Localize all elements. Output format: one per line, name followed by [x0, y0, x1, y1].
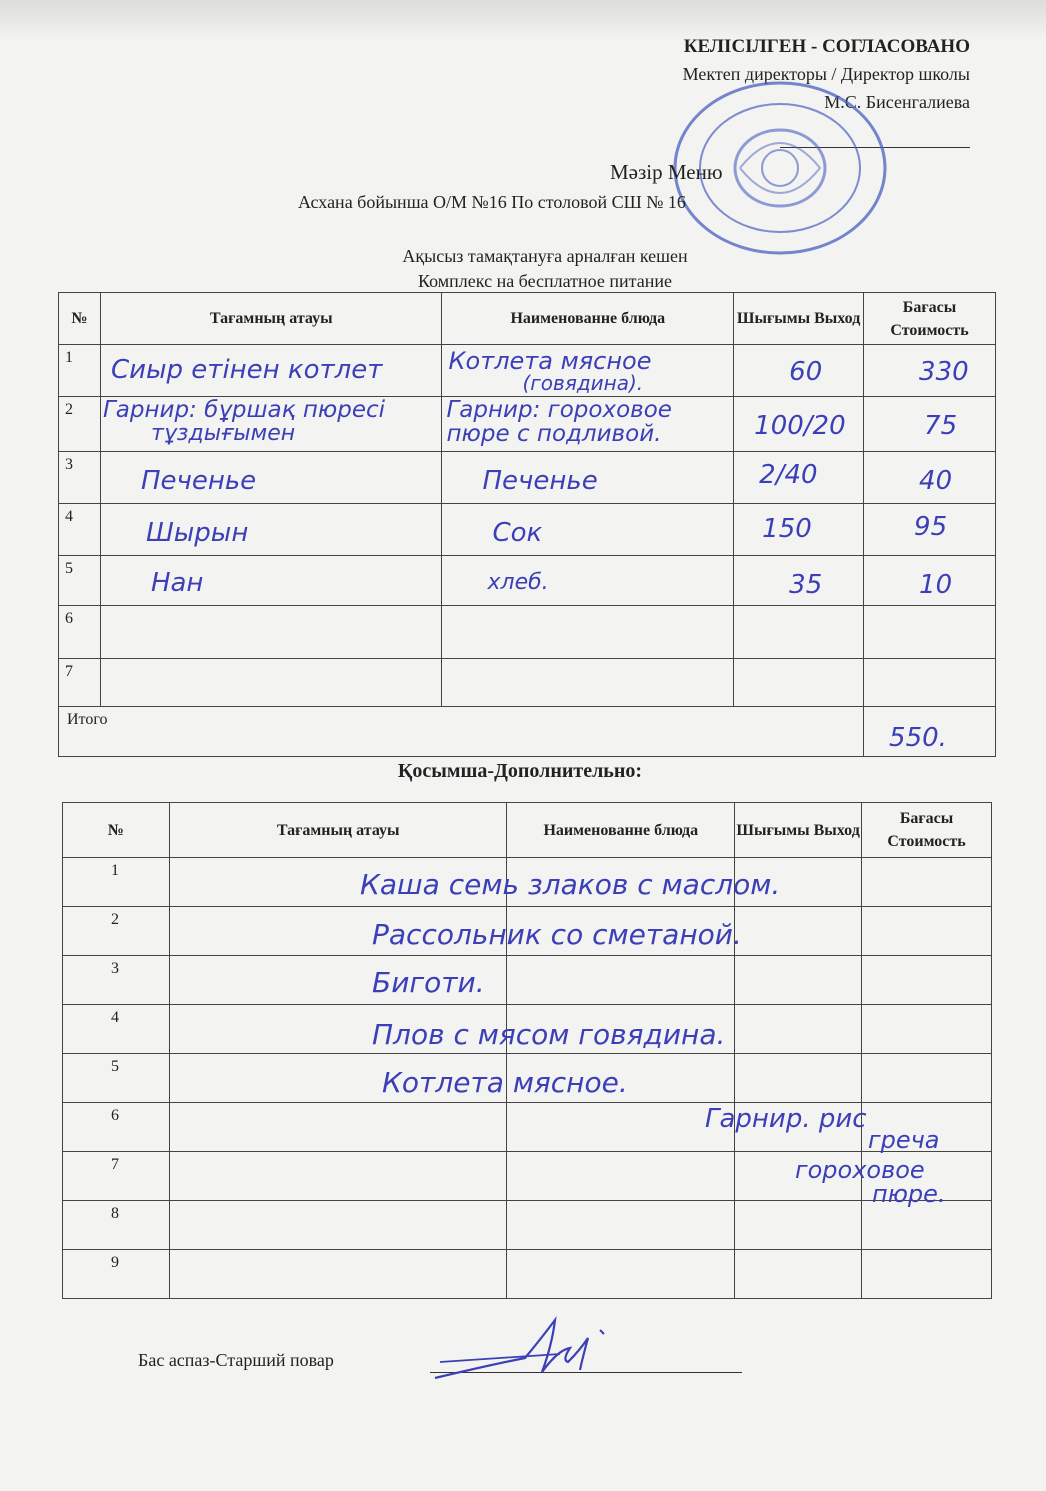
col-cost: Бағасы Стоимость	[862, 803, 992, 858]
handwritten-additional-item: греча	[868, 1126, 940, 1154]
row-number: 3	[63, 956, 170, 1005]
output-value: 2/40	[734, 452, 864, 504]
col-name-kz: Тағамның атауы	[100, 293, 442, 345]
table-row	[59, 606, 996, 659]
output-value: 150	[734, 504, 864, 556]
dish-ru: Гарнир: гороховое пюре с подливой.	[442, 397, 734, 452]
handwritten-additional-item: Каша семь злаков с маслом.	[360, 868, 781, 901]
row-number: 7	[59, 659, 101, 707]
table-row	[59, 659, 996, 707]
total-value: 550.	[864, 707, 996, 757]
output-value: 60	[734, 345, 864, 397]
cost-value: 330	[864, 345, 996, 397]
cost-value: 75	[864, 397, 996, 452]
row-number: 4	[59, 504, 101, 556]
total-row	[59, 707, 996, 757]
menu-table-header	[59, 293, 996, 345]
dish-kz: Печенье	[100, 452, 442, 504]
row-number: 1	[59, 345, 101, 397]
row-number: 8	[63, 1201, 170, 1250]
col-number: №	[63, 803, 170, 858]
handwritten-additional-item: Котлета мясное.	[382, 1066, 628, 1099]
col-number: №	[59, 293, 101, 345]
approval-name: М.С. Бисенгалиева	[824, 92, 970, 112]
cost-value	[864, 659, 996, 707]
total-label: Итого	[59, 707, 864, 757]
row-number: 2	[59, 397, 101, 452]
approval-title: КЕЛІСІЛГЕН - СОГЛАСОВАНО	[683, 36, 970, 57]
col-name-ru: Наименованне блюда	[442, 293, 734, 345]
output-value	[734, 606, 864, 659]
row-number: 1	[63, 858, 170, 907]
dish-ru	[442, 606, 734, 659]
table-row	[59, 345, 996, 397]
row-number: 7	[63, 1152, 170, 1201]
dish-ru	[442, 659, 734, 707]
dish-ru: Сок	[442, 504, 734, 556]
dish-ru: Печенье	[442, 452, 734, 504]
col-output: Шығымы Выход	[734, 293, 864, 345]
cost-value: 95	[864, 504, 996, 556]
complex-ru: Комплекс на бесплатное питание	[418, 271, 672, 291]
row-number: 6	[59, 606, 101, 659]
table-row	[59, 504, 996, 556]
cost-value: 40	[864, 452, 996, 504]
output-value: 35	[734, 556, 864, 606]
table-row	[63, 1201, 992, 1250]
handwritten-additional-item: Рассольник со сметаной.	[372, 918, 742, 951]
handwritten-additional-item: Плов с мясом говядина.	[372, 1018, 726, 1051]
dish-kz	[100, 659, 442, 707]
menu-table	[58, 292, 996, 757]
handwritten-text: Сиыр етінен котлет	[110, 355, 383, 385]
cook-signature	[430, 1310, 620, 1385]
row-number: 2	[63, 907, 170, 956]
page-title: Мәзір Меню	[610, 160, 723, 184]
complex-kz: Ақысыз тамақтануға арналған кешен	[402, 246, 688, 266]
row-number: 5	[63, 1054, 170, 1103]
col-name-ru: Наименованне блюда	[507, 803, 735, 858]
cost-value	[864, 606, 996, 659]
handwritten-additional-item: гороховое	[795, 1156, 925, 1184]
dish-kz: Шырын	[100, 504, 442, 556]
dish-ru	[442, 345, 734, 397]
table-row	[59, 452, 996, 504]
cook-label: Бас аспаз-Старший повар	[138, 1350, 334, 1370]
col-output: Шығымы Выход	[735, 803, 862, 858]
handwritten-additional-item: Гарнир. рис	[705, 1104, 867, 1134]
col-name-kz: Тағамның атауы	[169, 803, 507, 858]
row-number: 3	[59, 452, 101, 504]
canteen-line: Асхана бойынша О/М №16 По столовой СШ № 16	[298, 192, 686, 212]
additional-table-header	[63, 803, 992, 858]
output-value	[734, 659, 864, 707]
table-row	[59, 397, 996, 452]
handwritten-additional-item: пюре.	[872, 1180, 946, 1208]
table-row	[63, 956, 992, 1005]
row-number: 5	[59, 556, 101, 606]
handwritten-text: (говядина).	[522, 371, 644, 395]
dish-kz	[100, 606, 442, 659]
handwritten-text: Котлета мясное	[448, 347, 652, 375]
table-row	[59, 556, 996, 606]
dish-ru: хлеб.	[442, 556, 734, 606]
dish-kz: Гарнир: бұршақ пюресі тұздығымен	[100, 397, 442, 452]
handwritten-additional-item: Биготи.	[372, 966, 485, 999]
additional-title: Қосымша-Дополнительно:	[397, 760, 643, 782]
dish-kz: Нан	[100, 556, 442, 606]
output-value: 100/20	[734, 397, 864, 452]
cost-value: 10	[864, 556, 996, 606]
table-row	[63, 1250, 992, 1299]
row-number: 4	[63, 1005, 170, 1054]
dish-kz	[100, 345, 442, 397]
page-top-shadow	[0, 0, 1046, 40]
col-cost: Бағасы Стоимость	[864, 293, 996, 345]
approval-position: Мектеп директоры / Директор школы	[682, 64, 970, 84]
row-number: 6	[63, 1103, 170, 1152]
row-number: 9	[63, 1250, 170, 1299]
